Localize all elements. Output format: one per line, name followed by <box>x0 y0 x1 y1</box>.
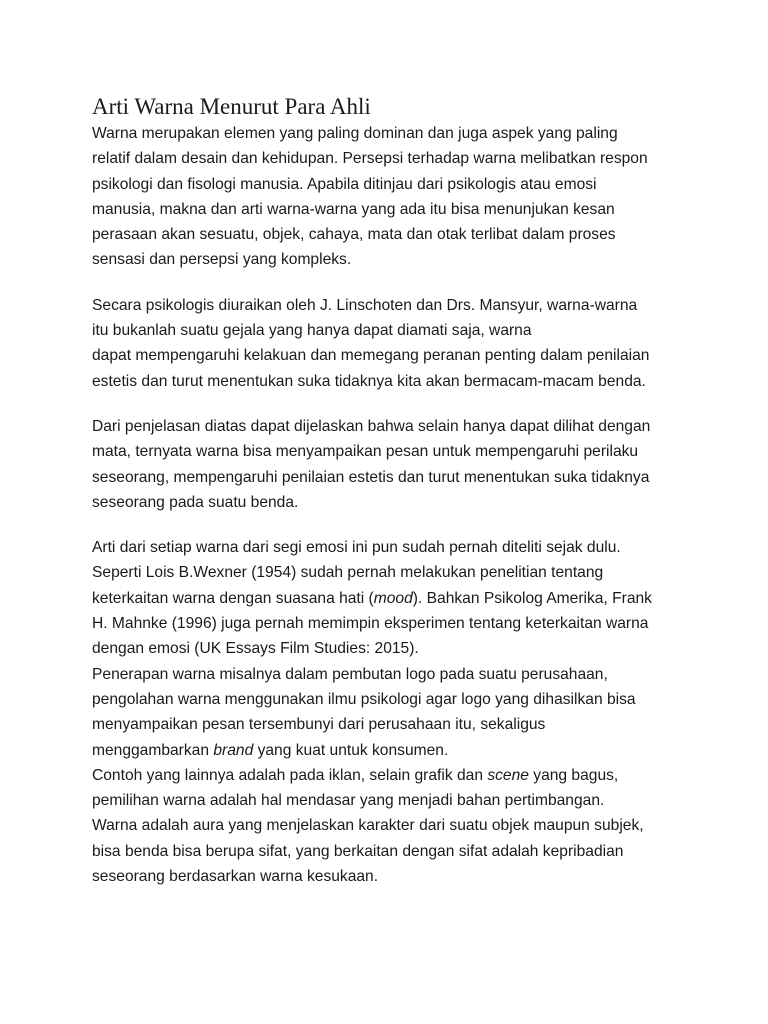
text-run: yang kuat untuk konsumen. <box>253 741 449 759</box>
paragraph-gap <box>92 515 692 535</box>
text-line: Arti dari setiap warna dari segi emosi ini pun sudah pernah diteliti sejak dulu. <box>92 539 621 557</box>
italic-term-mood: mood <box>373 589 413 607</box>
italic-term-scene: scene <box>487 766 529 784</box>
paragraph-4 <box>92 535 692 889</box>
text-line: manusia, makna dan arti warna-warna yang ada itu bisa menunjukan kesan <box>92 200 615 218</box>
text-run: menggambarkan <box>92 741 214 759</box>
text-line: pemilihan warna adalah hal mendasar yang menjadi bahan pertimbangan. <box>92 792 605 810</box>
text-line: estetis dan turut menentukan suka tidaknya kita akan bermacam-macam benda. <box>92 372 646 390</box>
text-line: dapat mempengaruhi kelakuan dan memegang peranan penting dalam penilaian <box>92 347 650 365</box>
document-body <box>92 121 692 889</box>
text-line: sensasi dan persepsi yang kompleks. <box>92 251 352 269</box>
text-run: keterkaitan warna dengan suasana hati ( <box>92 589 374 607</box>
text-line <box>92 763 692 788</box>
text-line: Warna adalah aura yang menjelaskan karakter dari suatu objek maupun subjek, <box>92 817 644 835</box>
text-run: Contoh yang lainnya adalah pada iklan, selain grafik dan <box>92 766 488 784</box>
paragraph-2 <box>92 293 692 394</box>
text-line: Secara psikologis diuraikan oleh J. Linschoten dan Drs. Mansyur, warna-warna <box>92 296 638 314</box>
text-line: H. Mahnke (1996) juga pernah memimpin eksperimen tentang keterkaitan warna <box>92 615 649 633</box>
text-line: menyampaikan pesan tersembunyi dari perusahaan itu, sekaligus <box>92 716 546 734</box>
text-line: itu bukanlah suatu gejala yang hanya dapat diamati saja, warna <box>92 322 532 340</box>
text-run: yang bagus, <box>528 766 619 784</box>
paragraph-gap <box>92 394 692 414</box>
text-line: perasaan akan sesuatu, objek, cahaya, mata dan otak terlibat dalam proses <box>92 226 616 244</box>
document-title: Arti Warna Menurut Para Ahli <box>92 94 371 119</box>
text-line: seseorang berdasarkan warna kesukaan. <box>92 868 379 886</box>
text-line: relatif dalam desain dan kehidupan. Persepsi terhadap warna melibatkan respon <box>92 150 648 168</box>
paragraph-gap <box>92 273 692 293</box>
italic-term-brand: brand <box>213 741 254 759</box>
text-line: Dari penjelasan diatas dapat dijelaskan bahwa selain hanya dapat dilihat dengan <box>92 417 651 435</box>
text-line: dengan emosi (UK Essays Film Studies: 2015). <box>92 640 419 658</box>
text-line <box>92 586 692 611</box>
text-line: Seperti Lois B.Wexner (1954) sudah pernah melakukan penelitian tentang <box>92 564 604 582</box>
text-line: Penerapan warna misalnya dalam pembutan logo pada suatu perusahaan, <box>92 665 608 683</box>
text-line: seseorang pada suatu benda. <box>92 493 299 511</box>
text-run: ). Bahkan Psikolog Amerika, Frank <box>412 589 652 607</box>
text-line: seseorang, mempengaruhi penilaian estetis dan turut menentukan suka tidaknya <box>92 468 650 486</box>
text-line: bisa benda bisa berupa sifat, yang berkaitan dengan sifat adalah kepribadian <box>92 842 624 860</box>
text-line: psikologi dan fisologi manusia. Apabila ditinjau dari psikologis atau emosi <box>92 175 597 193</box>
paragraph-1 <box>92 121 692 273</box>
text-line: pengolahan warna menggunakan ilmu psikologi agar logo yang dihasilkan bisa <box>92 690 636 708</box>
paragraph-3 <box>92 414 692 515</box>
text-line: Warna merupakan elemen yang paling dominan dan juga aspek yang paling <box>92 125 618 142</box>
text-line: mata, ternyata warna bisa menyampaikan pesan untuk mempengaruhi perilaku <box>92 443 639 461</box>
text-line <box>92 738 692 763</box>
